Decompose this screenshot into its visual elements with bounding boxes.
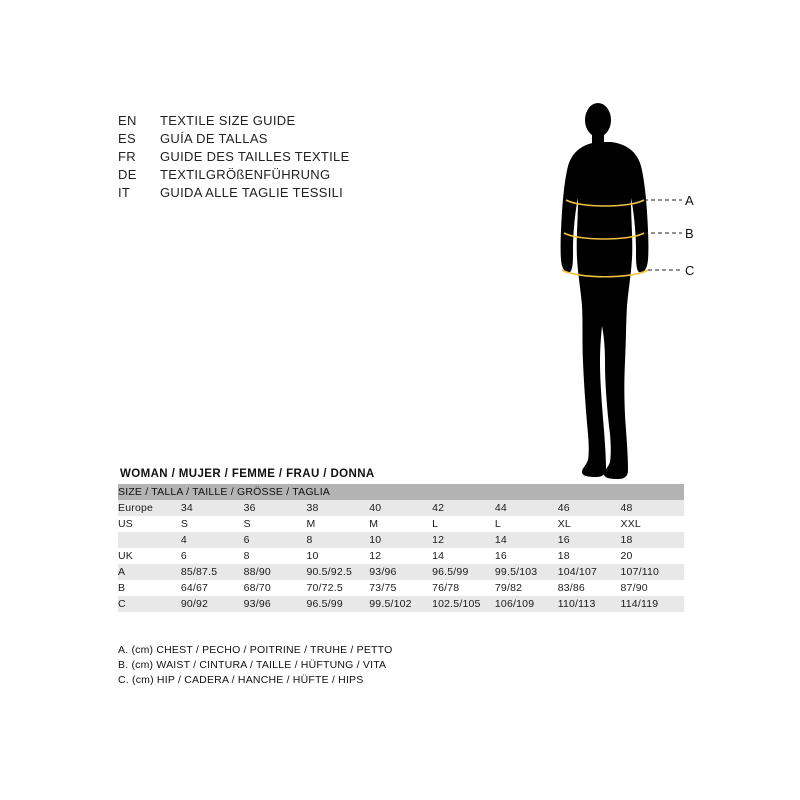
table-row: [118, 500, 684, 516]
language-code: ES: [118, 131, 136, 146]
cell: 87/90: [621, 580, 685, 596]
language-header-block: [118, 112, 448, 202]
row-label: [118, 532, 181, 548]
cell: 114/119: [621, 596, 685, 612]
row-label: A: [118, 564, 181, 580]
cell: 68/70: [244, 580, 307, 596]
cell: 12: [432, 532, 495, 548]
cell: M: [369, 516, 432, 532]
language-text: TEXTILE SIZE GUIDE: [160, 113, 296, 128]
language-text: GUIDE DES TAILLES TEXTILE: [160, 149, 350, 164]
measure-label-c: C: [685, 263, 695, 278]
size-table: [118, 484, 684, 612]
footnote-c: C. (cm) HIP / CADERA / HANCHE / HÜFTE / HIPS: [118, 674, 364, 686]
cell: 18: [558, 548, 621, 564]
cell: 70/72.5: [306, 580, 369, 596]
table-row: [118, 596, 684, 612]
cell: 93/96: [369, 564, 432, 580]
cell: 99.5/103: [495, 564, 558, 580]
cell: 6: [181, 548, 244, 564]
cell: 18: [621, 532, 685, 548]
language-text: GUÍA DE TALLAS: [160, 131, 268, 146]
cell: S: [244, 516, 307, 532]
language-row: [118, 112, 448, 130]
row-label: US: [118, 516, 181, 532]
cell: 46: [558, 500, 621, 516]
cell: 110/113: [558, 596, 621, 612]
cell: 40: [369, 500, 432, 516]
cell: 102.5/105: [432, 596, 495, 612]
cell: 42: [432, 500, 495, 516]
language-code: DE: [118, 167, 137, 182]
table-row-size-header: [118, 484, 684, 500]
body-figure: [520, 100, 720, 480]
cell: 10: [369, 532, 432, 548]
language-row: [118, 148, 448, 166]
cell: 83/86: [558, 580, 621, 596]
table-row: [118, 580, 684, 596]
cell: 16: [495, 548, 558, 564]
cell: 12: [369, 548, 432, 564]
cell: 104/107: [558, 564, 621, 580]
cell: 20: [621, 548, 685, 564]
cell: 107/110: [621, 564, 685, 580]
table-row: [118, 548, 684, 564]
language-row: [118, 184, 448, 202]
table-row: [118, 532, 684, 548]
size-header-cell: SIZE / TALLA / TAILLE / GRÖSSE / TAGLIA: [118, 484, 684, 500]
cell: XL: [558, 516, 621, 532]
cell: 44: [495, 500, 558, 516]
table-title: WOMAN / MUJER / FEMME / FRAU / DONNA: [120, 468, 375, 480]
cell: 8: [306, 532, 369, 548]
cell: 14: [432, 548, 495, 564]
cell: 90.5/92.5: [306, 564, 369, 580]
language-text: TEXTILGRÖßENFÜHRUNG: [160, 167, 331, 182]
footnote-b: B. (cm) WAIST / CINTURA / TAILLE / HÜFTUNG / VITA: [118, 659, 387, 671]
cell: 36: [244, 500, 307, 516]
footnote-a: A. (cm) CHEST / PECHO / POITRINE / TRUHE / PETTO: [118, 644, 393, 656]
cell: 88/90: [244, 564, 307, 580]
language-row: [118, 166, 448, 184]
cell: 14: [495, 532, 558, 548]
cell: 73/75: [369, 580, 432, 596]
row-label: UK: [118, 548, 181, 564]
female-silhouette-icon: [520, 100, 720, 480]
label-leader-lines: [644, 200, 682, 270]
cell: 38: [306, 500, 369, 516]
language-code: EN: [118, 113, 137, 128]
cell: 79/82: [495, 580, 558, 596]
table-row: [118, 516, 684, 532]
footnotes: [118, 643, 392, 688]
cell: 64/67: [181, 580, 244, 596]
measure-label-b: B: [685, 226, 695, 241]
cell: L: [495, 516, 558, 532]
cell: 10: [306, 548, 369, 564]
cell: 85/87.5: [181, 564, 244, 580]
measure-label-a: A: [685, 193, 695, 208]
language-code: FR: [118, 149, 136, 164]
cell: 90/92: [181, 596, 244, 612]
row-label: C: [118, 596, 181, 612]
cell: 8: [244, 548, 307, 564]
cell: 48: [621, 500, 685, 516]
size-table-area: [118, 468, 684, 612]
language-row: [118, 130, 448, 148]
cell: 96.5/99: [432, 564, 495, 580]
cell: M: [306, 516, 369, 532]
row-label: B: [118, 580, 181, 596]
row-label: Europe: [118, 500, 181, 516]
cell: 96.5/99: [306, 596, 369, 612]
cell: 6: [244, 532, 307, 548]
cell: 99.5/102: [369, 596, 432, 612]
cell: 4: [181, 532, 244, 548]
language-text: GUIDA ALLE TAGLIE TESSILI: [160, 185, 344, 200]
cell: L: [432, 516, 495, 532]
language-code: IT: [118, 185, 131, 200]
cell: 34: [181, 500, 244, 516]
cell: 76/78: [432, 580, 495, 596]
table-row: [118, 564, 684, 580]
cell: XXL: [621, 516, 685, 532]
cell: 93/96: [244, 596, 307, 612]
cell: 16: [558, 532, 621, 548]
cell: S: [181, 516, 244, 532]
cell: 106/109: [495, 596, 558, 612]
